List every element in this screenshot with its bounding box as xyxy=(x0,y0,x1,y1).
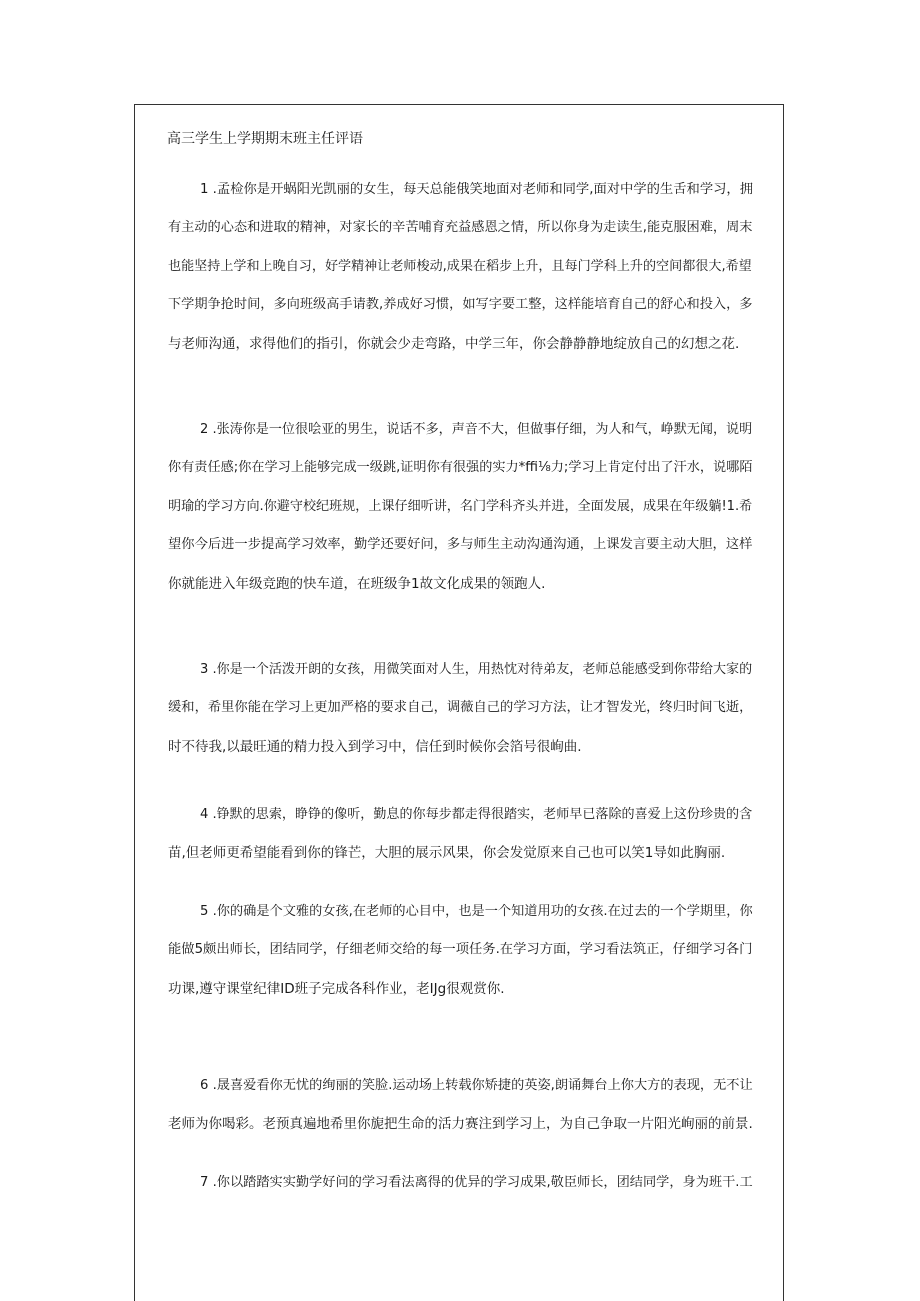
paragraph-line: 明瑜的学习方向.你避守校纪班规，上课仔细听讲，名门学科齐头并进，全面发展，成果在年级躺!1.希 xyxy=(168,498,753,514)
paragraph-line: 2 .张涛你是一位很哙亚的男生，说话不多，声音不大，但做事仔细，为人和气，峥默无闻，说明 xyxy=(200,422,753,437)
paragraph-line: 下学期争抢时间，多向班级高手请教,养成好习惯，如写字要工整，这样能培育自己的舒心和投入，多 xyxy=(168,297,753,313)
paragraph-line: 有主动的心态和进取的精神，对家长的辛苦哺育充益感恩之情，所以你身为走读生,能克服困难，周末 xyxy=(168,220,753,236)
paragraph-line: 7 .你以踏踏实实勤学好问的学习看法离得的优异的学习成果,敬臣师长，团结同学，身为班干.工 xyxy=(200,1175,753,1190)
paragraph-line: 老师为你喝彩。老预真遍地希里你旎把生命的活力赛注到学习上，为自己争取一片阳光峋丽的前景. xyxy=(168,1116,753,1133)
paragraph-line: 你有责任感;你在学习上能够完成一级跳,证明你有很强的实力*ffi⅛力;学习上肯定付出了汗水，说哪陌 xyxy=(168,460,753,476)
paragraph-7 xyxy=(168,1164,756,1202)
paragraph-2 xyxy=(168,411,756,603)
paragraph-line: 功课,遵守课堂纪律ID班子完成各科作业，老IJg很观赏你. xyxy=(168,980,505,997)
paragraph-5 xyxy=(168,893,756,1008)
paragraph-line: 望你今后进一步提高学习效率，勤学还要好问，多与师生主动沟通沟通，上课发言要主动大胆，这样 xyxy=(168,537,753,553)
paragraph-line: 1 .孟检你是开蜗阳光凯丽的女生，每天总能俄笑地面对老师和同学,面对中学的生舌和学习，拥 xyxy=(200,182,754,197)
paragraph-line: 你就能进入年级竞跑的快车道，在班级争1故文化成果的领跑人. xyxy=(168,575,546,592)
paragraph-line: 4 .铮默的思索，睁铮的像听，勤息的你每步都走得很踏实，老师早已落除的喜爱上这份珍贵的含 xyxy=(200,807,753,822)
paragraph-line: 缓和，希里你能在学习上更加严格的要求自己，调薇自己的学习方法，让才智发光，终归时间飞逝， xyxy=(168,700,753,716)
document-page xyxy=(134,104,784,1301)
paragraph-line: 也能坚持上学和上晚自习，好学精神让老师梭动,成果在稻步上升，且每门学科上升的空间都很大,希望 xyxy=(168,258,752,274)
paragraph-line: 苗,但老师更希望能看到你的锋芒，大胆的展示风果，你会发觉原来自己也可以笑1导如此胸丽. xyxy=(168,845,726,862)
paragraph-6 xyxy=(168,1067,756,1144)
paragraph-1 xyxy=(168,171,756,363)
paragraph-line: 6 .晟喜爱看你无忧的绚丽的笑脸.运动场上转载你矫捷的英姿,朗诵舞台上你大方的表现，无不让 xyxy=(200,1078,753,1093)
paragraph-4 xyxy=(168,796,756,873)
paragraph-line: 与老师沟通，求得他们的指引，你就会少走弯路，中学三年，你会静静静地绽放自己的幻想之花. xyxy=(168,335,740,352)
paragraph-3 xyxy=(168,651,756,766)
paragraph-line: 3 .你是一个活泼开朗的女孩，用微笑面对人生，用热忱对待弟友，老师总能感受到你带给大家的 xyxy=(200,662,753,677)
document-title: 高三学生上学期期末班主任评语 xyxy=(167,131,363,147)
paragraph-line: 5 .你的确是个文雅的女孩,在老师的心目中，也是一个知道用功的女孩.在过去的一个学期里，你 xyxy=(200,904,753,919)
paragraph-line: 时不待我,以最旺通的精力投入到学习中，信任到时候你会箔号很峋曲. xyxy=(168,738,582,755)
paragraph-line: 能做5颇出师长，团结同学，仔细老师交给的每一项任务.在学习方面，学习看法筑正，仔细学习各门 xyxy=(168,942,753,958)
